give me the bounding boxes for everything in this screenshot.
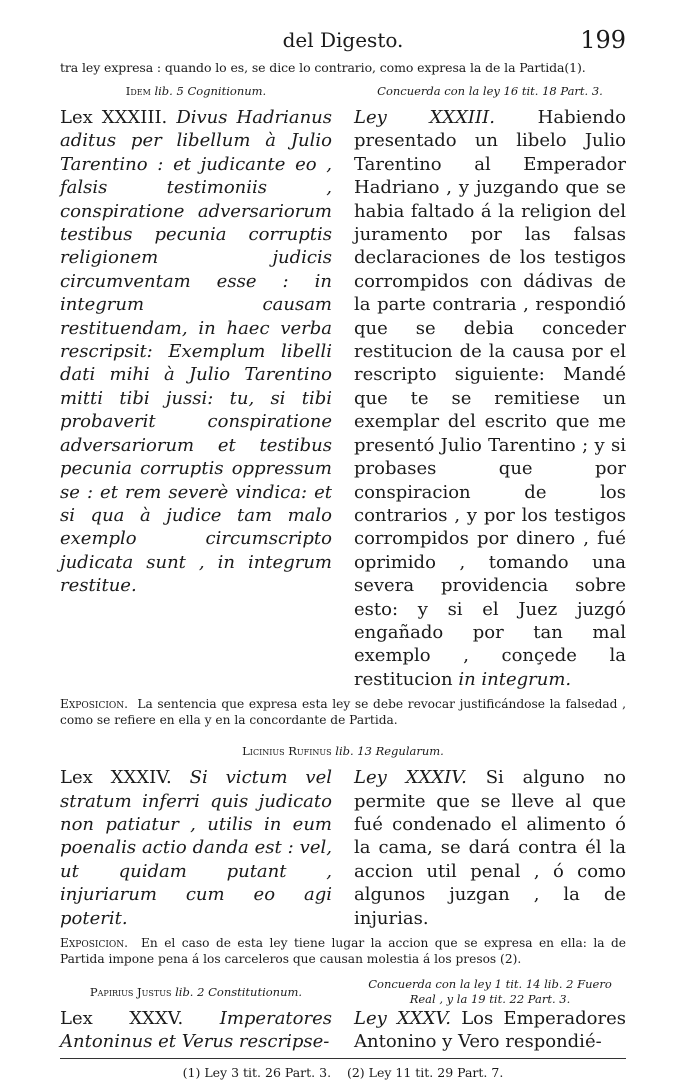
law-34-source xyxy=(60,736,626,766)
exposition-label: Exposicion. xyxy=(60,936,129,950)
source-left xyxy=(60,76,332,106)
spanish-law-body: Los Emperadores Antonino y Vero respondié- xyxy=(354,1008,626,1053)
source-reference: lib. 5 Cognitionum. xyxy=(154,83,267,98)
concordance-note xyxy=(354,977,626,1007)
page xyxy=(60,28,626,1080)
concordance-text: Concuerda con la ley 1 tit. 14 lib. 2 Fuero Real , y la 19 tit. 22 Part. 3. xyxy=(368,977,612,1006)
law-34-text xyxy=(60,766,626,930)
spanish-law-body: Si alguno no permite que se lleve al que fué condenado el alimento ó la cama, se dará contra él la accion util penal , ó como algunos juzgan , la de injurias. xyxy=(354,767,627,929)
exposition-text: En el caso de esta ley tiene lugar la accion que se expresa en ella: la de Partida impone pena á los carceleros que causan molestia á los presos (2). xyxy=(60,936,626,966)
latin-law-body: Si victum vel stratum inferri quis judicato non patiatur , utilis in eum poenalis actio danda est : vel, ut quidam putant , injuriarum cum eo agi poterit. xyxy=(60,767,333,929)
source-reference: lib. 13 Regularum. xyxy=(335,743,444,758)
source-reference: lib. 2 Constitutionum. xyxy=(175,984,303,999)
latin-law-34 xyxy=(60,766,332,930)
law-33-sources xyxy=(60,76,626,106)
latin-law-body: Imperatores Antoninus et Verus rescripse- xyxy=(60,1008,332,1053)
source-left xyxy=(60,977,332,1007)
exposition-34 xyxy=(60,936,626,967)
exposition-text: La sentencia que expresa esta ley se debe revocar justificándose la falsedad , como se refiere en ella y en la concordante de Partida. xyxy=(60,697,626,727)
footnote-1: (1) Ley 3 tit. 26 Part. 3. xyxy=(182,1064,332,1080)
concordance-text: Concuerda con la ley 16 tit. 18 Part. 3. xyxy=(377,83,603,98)
latin-law-body: Divus Hadrianus aditus per libellum à Julio Tarentino : et judicante eo , falsis testimoniis , conspiratione adversariorum testibus pecunia corruptis religionem judicis circumventam esse : in integrum causam restituendam, in haec verba rescripsit: Exemplum libelli dati mihi à Julio Tarentino mitti tibi jussi: tu, si tibi probaverit conspiratione adversariorum et testibus pecunia corruptis oppressum se : et rem severè vindica: et si qua à judice tam malo exemplo circumscripto judicata sunt , in integrum restitue. xyxy=(60,107,332,597)
footnote-divider xyxy=(60,1058,626,1059)
page-number: 199 xyxy=(580,26,626,54)
spanish-law-heading: Ley XXXIV. xyxy=(354,767,467,789)
exposition-33 xyxy=(60,697,626,728)
footnotes xyxy=(60,1065,626,1080)
source-author: Idem xyxy=(125,83,151,98)
latin-law-heading: Lex XXXV. xyxy=(60,1008,184,1029)
source-author: Licinius Rufinus xyxy=(242,743,332,758)
spanish-law-34 xyxy=(354,766,626,930)
latin-law-33 xyxy=(60,106,332,691)
law-35-sources xyxy=(60,977,626,1007)
exposition-label: Exposicion. xyxy=(60,697,129,712)
latin-law-heading: Lex XXXIII. xyxy=(60,107,168,128)
spanish-law-33 xyxy=(354,106,626,691)
spanish-law-tail: in integrum. xyxy=(458,668,572,690)
footnote-2: (2) Ley 11 tit. 29 Part. 7. xyxy=(346,1064,504,1080)
latin-law-35 xyxy=(60,1007,332,1054)
spanish-law-35 xyxy=(354,1007,626,1054)
law-35-text xyxy=(60,1007,626,1054)
spanish-law-heading: Ley XXXV. xyxy=(354,1008,451,1029)
latin-law-heading: Lex XXXIV. xyxy=(60,767,172,789)
spanish-law-heading: Ley XXXIII. xyxy=(354,107,495,128)
running-title: del Digesto. xyxy=(282,28,404,52)
spanish-law-body: Habiendo presentado un libelo Julio Tarentino al Emperador Hadriano , y juzgando que se habia faltado á la religion del juramento por las falsas declaraciones de los testigos corrompidos con dádivas de la parte contraria , respondió que se debia conceder restitucion de la causa por el rescripto siguiente: Mandé que te se remitiese un exemplar del escrito que me presentó Julio Tarentino ; y si probases que por conspiracion de los contrarios , y por los testigos corrompidos por dinero , fué oprimido , tomando una severa providencia sobre esto: y si el Juez juzgó engañado por tan mal exemplo , conçede la restitucion xyxy=(354,107,626,690)
carry-over-line: tra ley expresa : quando lo es, se dice lo contrario, como expresa la de la Partida(1). xyxy=(60,60,586,75)
concordance-note xyxy=(354,76,626,106)
running-head xyxy=(60,28,626,60)
source-author: Papirius Justus xyxy=(89,984,172,999)
law-33-text xyxy=(60,106,626,691)
